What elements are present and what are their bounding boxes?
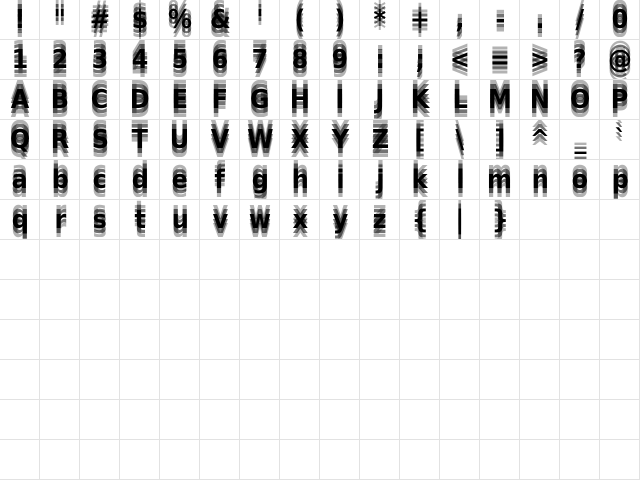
glyph-cell[interactable] <box>520 400 560 440</box>
glyph-cell[interactable] <box>520 360 560 400</box>
glyph-cell[interactable] <box>80 200 120 240</box>
glyph-cell[interactable] <box>200 360 240 400</box>
glyph-cell[interactable] <box>200 40 240 80</box>
glyph-cell[interactable] <box>120 200 160 240</box>
glyph-sample: p <box>611 164 628 195</box>
glyph-sample: j <box>375 164 384 195</box>
glyph-sample: . <box>535 4 544 35</box>
glyph-cell[interactable] <box>240 0 280 40</box>
glyph-sample: = <box>489 44 510 75</box>
glyph-cell[interactable] <box>560 240 600 280</box>
glyph-cell[interactable] <box>160 280 200 320</box>
glyph-cell[interactable] <box>520 280 560 320</box>
glyph-cell[interactable] <box>520 0 560 40</box>
glyph-sample: _ <box>573 124 586 155</box>
glyph-cell[interactable] <box>520 200 560 240</box>
glyph-cell[interactable] <box>440 160 480 200</box>
glyph-cell[interactable] <box>560 400 600 440</box>
glyph-cell[interactable] <box>400 160 440 200</box>
glyph-cell[interactable] <box>240 400 280 440</box>
glyph-cell[interactable] <box>600 40 640 80</box>
glyph-cell[interactable] <box>400 80 440 120</box>
glyph-cell[interactable] <box>520 40 560 80</box>
glyph-cell[interactable] <box>280 240 320 280</box>
glyph-cell[interactable] <box>40 280 80 320</box>
glyph-cell[interactable] <box>560 0 600 40</box>
glyph-cell[interactable] <box>0 240 40 280</box>
glyph-sample: n <box>531 164 548 195</box>
glyph-cell[interactable] <box>600 200 640 240</box>
glyph-cell[interactable] <box>160 120 200 160</box>
glyph-cell[interactable] <box>320 160 360 200</box>
glyph-cell[interactable] <box>320 200 360 240</box>
glyph-cell[interactable] <box>440 400 480 440</box>
glyph-cell[interactable] <box>320 120 360 160</box>
glyph-sample: k <box>411 164 427 195</box>
glyph-cell[interactable] <box>120 40 160 80</box>
glyph-sample: ( <box>294 4 305 35</box>
glyph-cell[interactable] <box>600 0 640 40</box>
glyph-sample: E <box>171 84 188 115</box>
glyph-cell[interactable] <box>80 400 120 440</box>
glyph-sample: S <box>91 124 108 155</box>
glyph-cell[interactable] <box>360 0 400 40</box>
glyph-sample: a <box>11 164 28 195</box>
glyph-sample: C <box>91 84 108 115</box>
glyph-cell[interactable] <box>600 280 640 320</box>
glyph-sample: L <box>452 84 467 115</box>
glyph-cell[interactable] <box>360 360 400 400</box>
glyph-sample: m <box>487 164 512 195</box>
glyph-sample: F <box>211 84 228 115</box>
glyph-cell[interactable] <box>480 200 520 240</box>
glyph-sample: f <box>214 164 225 195</box>
glyph-cell[interactable] <box>360 80 400 120</box>
glyph-cell[interactable] <box>280 400 320 440</box>
glyph-sample: > <box>529 44 550 75</box>
glyph-cell[interactable] <box>80 0 120 40</box>
glyph-cell[interactable] <box>160 40 200 80</box>
glyph-sample: 9 <box>331 44 348 75</box>
glyph-cell[interactable] <box>120 400 160 440</box>
glyph-cell[interactable] <box>480 0 520 40</box>
glyph-cell[interactable] <box>560 360 600 400</box>
glyph-cell[interactable] <box>160 400 200 440</box>
glyph-cell[interactable] <box>320 80 360 120</box>
glyph-sample: v <box>212 204 227 235</box>
glyph-cell[interactable] <box>120 0 160 40</box>
glyph-cell[interactable] <box>400 320 440 360</box>
glyph-cell[interactable] <box>360 320 400 360</box>
glyph-cell[interactable] <box>600 320 640 360</box>
glyph-cell[interactable] <box>40 360 80 400</box>
glyph-cell[interactable] <box>0 400 40 440</box>
glyph-cell[interactable] <box>280 320 320 360</box>
glyph-sample: l <box>455 164 464 195</box>
glyph-cell[interactable] <box>600 120 640 160</box>
glyph-sample: ; <box>415 44 424 75</box>
glyph-cell[interactable] <box>160 360 200 400</box>
glyph-cell[interactable] <box>240 280 280 320</box>
glyph-cell[interactable] <box>320 320 360 360</box>
glyph-cell[interactable] <box>400 280 440 320</box>
glyph-cell[interactable] <box>280 360 320 400</box>
glyph-cell[interactable] <box>280 160 320 200</box>
glyph-cell[interactable] <box>160 80 200 120</box>
glyph-sample: + <box>409 4 430 35</box>
glyph-sample: Y <box>331 124 348 155</box>
glyph-cell[interactable] <box>480 400 520 440</box>
glyph-cell[interactable] <box>360 160 400 200</box>
glyph-sample: { <box>411 204 428 235</box>
glyph-sample: s <box>92 204 107 235</box>
glyph-cell[interactable] <box>520 160 560 200</box>
glyph-cell[interactable] <box>120 120 160 160</box>
glyph-cell[interactable] <box>560 120 600 160</box>
glyph-sample: U <box>170 124 189 155</box>
glyph-cell[interactable] <box>360 400 400 440</box>
glyph-sample: y <box>332 204 347 235</box>
glyph-cell[interactable] <box>400 0 440 40</box>
glyph-cell[interactable] <box>520 120 560 160</box>
glyph-sample: h <box>291 164 308 195</box>
glyph-cell[interactable] <box>120 440 160 480</box>
glyph-sample: i <box>335 164 344 195</box>
glyph-cell[interactable] <box>120 280 160 320</box>
glyph-cell[interactable] <box>240 320 280 360</box>
glyph-sample: * <box>373 4 386 35</box>
glyph-sample: | <box>455 204 464 235</box>
glyph-cell[interactable] <box>480 240 520 280</box>
glyph-sample: } <box>491 204 508 235</box>
glyph-cell[interactable] <box>560 80 600 120</box>
glyph-sample: P <box>611 84 628 115</box>
glyph-cell[interactable] <box>200 160 240 200</box>
glyph-cell[interactable] <box>600 80 640 120</box>
glyph-cell[interactable] <box>440 80 480 120</box>
glyph-cell[interactable] <box>520 440 560 480</box>
glyph-cell[interactable] <box>440 360 480 400</box>
glyph-cell[interactable] <box>320 40 360 80</box>
glyph-cell[interactable] <box>200 200 240 240</box>
glyph-cell[interactable] <box>80 280 120 320</box>
glyph-cell[interactable] <box>280 440 320 480</box>
glyph-cell[interactable] <box>440 120 480 160</box>
glyph-cell[interactable] <box>80 240 120 280</box>
glyph-sample: [ <box>414 124 425 155</box>
glyph-sample: 1 <box>11 44 28 75</box>
glyph-cell[interactable] <box>440 40 480 80</box>
glyph-cell[interactable] <box>0 120 40 160</box>
glyph-cell[interactable] <box>480 440 520 480</box>
glyph-cell[interactable] <box>360 280 400 320</box>
glyph-cell[interactable] <box>200 0 240 40</box>
glyph-cell[interactable] <box>240 160 280 200</box>
glyph-cell[interactable] <box>560 280 600 320</box>
glyph-sample: d <box>131 164 148 195</box>
glyph-sample: Z <box>371 124 388 155</box>
glyph-cell[interactable] <box>80 160 120 200</box>
glyph-cell[interactable] <box>400 440 440 480</box>
glyph-cell[interactable] <box>0 40 40 80</box>
glyph-sample: I <box>335 84 344 115</box>
glyph-sample: 0 <box>611 4 628 35</box>
glyph-cell[interactable] <box>520 320 560 360</box>
glyph-cell[interactable] <box>0 200 40 240</box>
glyph-cell[interactable] <box>40 440 80 480</box>
glyph-cell[interactable] <box>440 0 480 40</box>
glyph-sample: & <box>209 4 230 35</box>
glyph-sample: 2 <box>51 44 68 75</box>
glyph-cell[interactable] <box>560 160 600 200</box>
glyph-cell[interactable] <box>440 200 480 240</box>
glyph-cell[interactable] <box>0 0 40 40</box>
glyph-cell[interactable] <box>480 120 520 160</box>
glyph-sample: % <box>167 4 192 35</box>
glyph-cell[interactable] <box>200 400 240 440</box>
glyph-cell[interactable] <box>240 360 280 400</box>
glyph-cell[interactable] <box>40 200 80 240</box>
glyph-sample: 8 <box>291 44 308 75</box>
glyph-cell[interactable] <box>40 160 80 200</box>
glyph-sample: R <box>50 124 69 155</box>
glyph-cell[interactable] <box>560 320 600 360</box>
glyph-sample: D <box>130 84 149 115</box>
glyph-cell[interactable] <box>80 440 120 480</box>
glyph-cell[interactable] <box>200 120 240 160</box>
glyph-cell[interactable] <box>600 360 640 400</box>
glyph-cell[interactable] <box>120 360 160 400</box>
glyph-cell[interactable] <box>520 80 560 120</box>
glyph-sample: ! <box>14 4 25 35</box>
glyph-cell[interactable] <box>80 80 120 120</box>
glyph-sample: B <box>50 84 69 115</box>
glyph-sample: " <box>53 4 66 35</box>
glyph-sample: 3 <box>91 44 108 75</box>
glyph-cell[interactable] <box>320 0 360 40</box>
glyph-cell[interactable] <box>480 280 520 320</box>
glyph-cell[interactable] <box>240 120 280 160</box>
glyph-cell[interactable] <box>160 0 200 40</box>
glyph-cell[interactable] <box>480 360 520 400</box>
glyph-sample: : <box>375 44 384 75</box>
glyph-sample: r <box>54 204 65 235</box>
glyph-cell[interactable] <box>120 160 160 200</box>
glyph-sample: x <box>292 204 307 235</box>
glyph-sample: ] <box>494 124 505 155</box>
glyph-cell[interactable] <box>360 200 400 240</box>
glyph-cell[interactable] <box>560 40 600 80</box>
glyph-sample: Q <box>9 124 30 155</box>
glyph-cell[interactable] <box>120 240 160 280</box>
glyph-cell[interactable] <box>240 80 280 120</box>
glyph-cell[interactable] <box>160 240 200 280</box>
glyph-cell[interactable] <box>80 320 120 360</box>
glyph-cell[interactable] <box>280 280 320 320</box>
glyph-cell[interactable] <box>280 200 320 240</box>
glyph-sample: 5 <box>171 44 188 75</box>
glyph-cell[interactable] <box>200 440 240 480</box>
glyph-cell[interactable] <box>40 120 80 160</box>
glyph-sample: g <box>251 164 268 195</box>
glyph-cell[interactable] <box>40 0 80 40</box>
glyph-sample: ^ <box>529 124 550 155</box>
glyph-cell[interactable] <box>360 40 400 80</box>
glyph-cell[interactable] <box>0 160 40 200</box>
glyph-cell[interactable] <box>440 240 480 280</box>
glyph-cell[interactable] <box>360 120 400 160</box>
glyph-cell[interactable] <box>160 320 200 360</box>
glyph-cell[interactable] <box>560 200 600 240</box>
glyph-sample: w <box>248 204 271 235</box>
glyph-cell[interactable] <box>200 280 240 320</box>
glyph-cell[interactable] <box>480 160 520 200</box>
glyph-sample: H <box>289 84 310 115</box>
glyph-cell[interactable] <box>360 440 400 480</box>
glyph-cell[interactable] <box>320 280 360 320</box>
glyph-cell[interactable] <box>160 440 200 480</box>
glyph-sample: G <box>250 84 269 115</box>
glyph-cell[interactable] <box>0 320 40 360</box>
glyph-cell[interactable] <box>280 0 320 40</box>
glyph-sample: $ <box>131 4 148 35</box>
glyph-sample: K <box>410 84 429 115</box>
glyph-sample: 7 <box>251 44 268 75</box>
glyph-cell[interactable] <box>480 320 520 360</box>
glyph-sample: O <box>569 84 590 115</box>
glyph-cell[interactable] <box>120 320 160 360</box>
glyph-cell[interactable] <box>80 120 120 160</box>
glyph-sample: < <box>449 44 470 75</box>
glyph-sample: \ <box>455 124 464 155</box>
glyph-sample: 4 <box>131 44 148 75</box>
glyph-cell[interactable] <box>0 80 40 120</box>
glyph-sample: A <box>10 84 29 115</box>
glyph-sample: T <box>131 124 148 155</box>
glyph-sample: z <box>372 204 386 235</box>
glyph-sample: e <box>171 164 188 195</box>
glyph-sample: b <box>51 164 68 195</box>
glyph-cell[interactable] <box>40 400 80 440</box>
glyph-cell[interactable] <box>440 320 480 360</box>
glyph-sample: J <box>375 84 384 115</box>
glyph-cell[interactable] <box>160 200 200 240</box>
glyph-cell[interactable] <box>320 360 360 400</box>
glyph-cell[interactable] <box>360 240 400 280</box>
glyph-cell[interactable] <box>0 440 40 480</box>
glyph-sample: ) <box>334 4 345 35</box>
glyph-cell[interactable] <box>520 240 560 280</box>
glyph-cell[interactable] <box>240 440 280 480</box>
glyph-cell[interactable] <box>400 360 440 400</box>
glyph-sample: c <box>92 164 107 195</box>
glyph-cell[interactable] <box>480 40 520 80</box>
glyph-cell[interactable] <box>600 240 640 280</box>
glyph-cell[interactable] <box>0 360 40 400</box>
glyph-sample: M <box>488 84 511 115</box>
glyph-sample: V <box>210 124 229 155</box>
glyph-cell[interactable] <box>440 440 480 480</box>
glyph-sample: 6 <box>211 44 228 75</box>
glyph-cell[interactable] <box>400 240 440 280</box>
glyph-sample: - <box>494 4 504 35</box>
glyph-cell[interactable] <box>600 440 640 480</box>
glyph-sample: ` <box>613 124 626 155</box>
glyph-cell[interactable] <box>320 440 360 480</box>
glyph-cell[interactable] <box>40 240 80 280</box>
glyph-cell[interactable] <box>280 120 320 160</box>
glyph-cell[interactable] <box>400 120 440 160</box>
glyph-cell[interactable] <box>200 240 240 280</box>
glyph-sample: ' <box>256 4 263 35</box>
glyph-cell[interactable] <box>480 80 520 120</box>
glyph-cell[interactable] <box>120 80 160 120</box>
glyph-cell[interactable] <box>440 280 480 320</box>
glyph-cell[interactable] <box>400 400 440 440</box>
glyph-cell[interactable] <box>160 160 200 200</box>
glyph-cell[interactable] <box>560 440 600 480</box>
glyph-cell[interactable] <box>0 280 40 320</box>
glyph-cell[interactable] <box>600 400 640 440</box>
glyph-cell[interactable] <box>240 240 280 280</box>
glyph-cell[interactable] <box>200 80 240 120</box>
glyph-cell[interactable] <box>40 40 80 80</box>
glyph-cell[interactable] <box>280 80 320 120</box>
glyph-sample: o <box>571 164 588 195</box>
glyph-sample: N <box>529 84 550 115</box>
glyph-cell[interactable] <box>80 360 120 400</box>
glyph-sample: t <box>134 204 145 235</box>
glyph-sample: ? <box>573 44 586 75</box>
glyph-cell[interactable] <box>600 160 640 200</box>
glyph-sample: # <box>89 4 110 35</box>
glyph-cell[interactable] <box>200 320 240 360</box>
glyph-sample: W <box>246 124 273 155</box>
glyph-cell[interactable] <box>400 200 440 240</box>
glyph-sample: , <box>455 4 464 35</box>
glyph-cell[interactable] <box>400 40 440 80</box>
glyph-sample: q <box>11 204 28 235</box>
glyph-cell[interactable] <box>320 400 360 440</box>
glyph-cell[interactable] <box>40 80 80 120</box>
glyph-sample: / <box>575 4 584 35</box>
glyph-sample: @ <box>608 44 631 75</box>
glyph-cell[interactable] <box>240 200 280 240</box>
glyph-cell[interactable] <box>320 240 360 280</box>
glyph-cell[interactable] <box>280 40 320 80</box>
glyph-cell[interactable] <box>40 320 80 360</box>
glyph-cell[interactable] <box>240 40 280 80</box>
glyph-sample: u <box>171 204 188 235</box>
glyph-cell[interactable] <box>80 40 120 80</box>
glyph-sample: X <box>290 124 309 155</box>
